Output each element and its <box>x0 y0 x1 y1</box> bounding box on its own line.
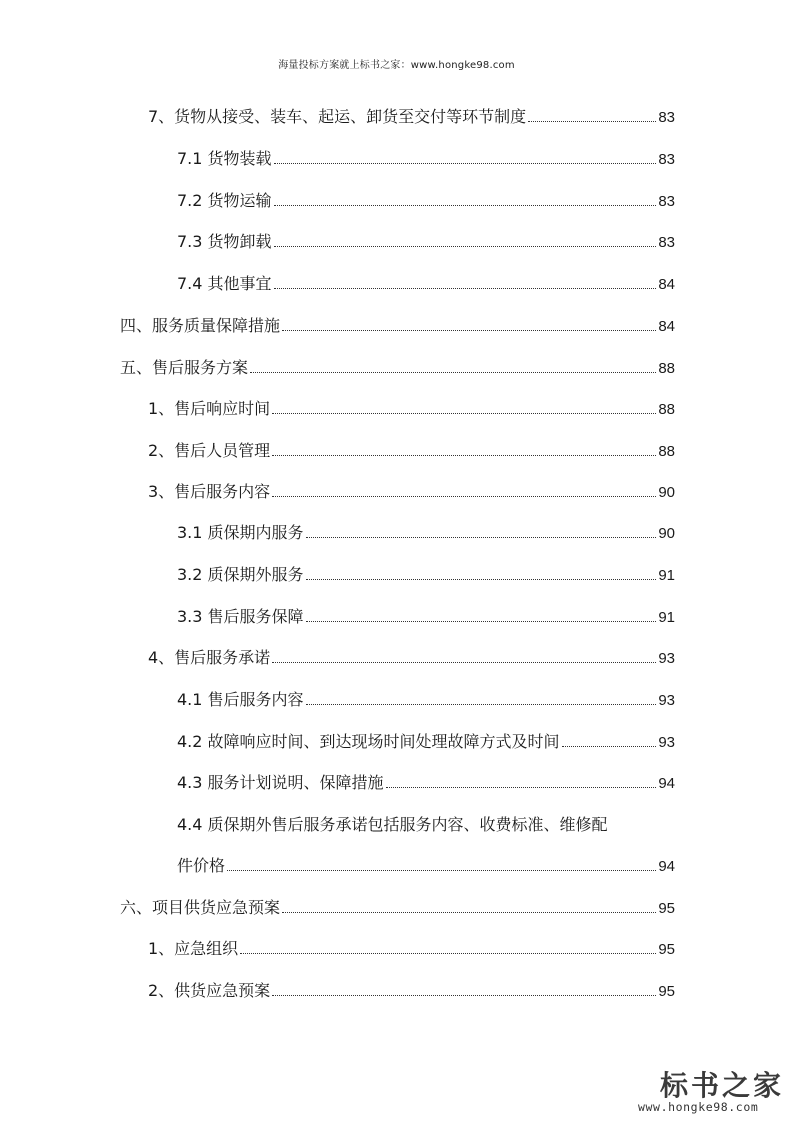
toc-entry-7-3[interactable] <box>177 232 675 252</box>
dot-leader <box>562 745 657 747</box>
toc-entry-7-4[interactable] <box>177 274 675 294</box>
dot-leader <box>306 536 657 538</box>
page-header: 海量投标方案就上标书之家：www.hongke98.com <box>278 60 515 71</box>
toc-page-number: 94 <box>658 775 675 792</box>
toc-page-number: 88 <box>658 401 675 418</box>
logo-url: www.hongke98.com <box>638 1100 759 1114</box>
toc-page-number: 90 <box>658 484 675 501</box>
dot-leader <box>274 287 657 289</box>
dot-leader <box>528 120 656 122</box>
toc-entry-label: 7、货物从接受、装车、起运、卸货至交付等环节制度 <box>148 107 527 126</box>
toc-entry-label: 四、服务质量保障措施 <box>120 316 281 335</box>
toc-entry-5-3[interactable] <box>148 482 675 502</box>
toc-page-number: 95 <box>658 983 675 1000</box>
toc-page-number: 83 <box>658 193 675 210</box>
toc-page-number: 93 <box>658 692 675 709</box>
dot-leader <box>240 952 656 954</box>
toc-entry-section-6[interactable] <box>120 898 675 918</box>
toc-entry-label: 7.4 其他事宜 <box>177 274 272 293</box>
toc-entry-label: 五、售后服务方案 <box>120 358 249 377</box>
toc-page-number: 88 <box>658 443 675 460</box>
toc-entry-5-4-1[interactable] <box>177 690 675 710</box>
toc-entry-label: 4.1 售后服务内容 <box>177 690 304 709</box>
toc-entry-5-1[interactable] <box>148 399 675 419</box>
toc-entry-label: 1、售后响应时间 <box>148 399 271 418</box>
dot-leader <box>272 412 656 414</box>
toc-entry-label: 7.1 货物装载 <box>177 149 272 168</box>
dot-leader <box>274 245 657 247</box>
toc-entry-label: 3、售后服务内容 <box>148 482 271 501</box>
toc-entry-label: 六、项目供货应急预案 <box>120 898 281 917</box>
toc-entry-5-3-2[interactable] <box>177 565 675 585</box>
toc-page-number: 93 <box>658 650 675 667</box>
toc-entry-6-1[interactable] <box>148 939 675 959</box>
toc-entry-5-4-2[interactable] <box>177 732 675 752</box>
dot-leader <box>306 620 657 622</box>
toc-entry-5-4-4[interactable] <box>177 856 675 876</box>
toc-entry-5-4[interactable] <box>148 648 675 668</box>
toc-entry-label: 4.3 服务计划说明、保障措施 <box>177 773 384 792</box>
dot-leader <box>272 994 656 996</box>
toc-entry-5-3-3[interactable] <box>177 607 675 627</box>
toc-entry-label: 2、售后人员管理 <box>148 441 271 460</box>
toc-page-number: 83 <box>658 109 675 126</box>
dot-leader <box>272 454 656 456</box>
toc-entry-label: 3.3 售后服务保障 <box>177 607 304 626</box>
dot-leader <box>282 329 656 331</box>
toc-page-number: 84 <box>658 276 675 293</box>
dot-leader <box>272 661 656 663</box>
toc-entry-label: 3.1 质保期内服务 <box>177 523 304 542</box>
toc-entry-7-1[interactable] <box>177 149 675 169</box>
dot-leader <box>306 578 657 580</box>
toc-entry-5-4-4-line1[interactable]: 4.4 质保期外售后服务承诺包括服务内容、收费标准、维修配 <box>177 815 608 834</box>
toc-page-number: 91 <box>658 567 675 584</box>
dot-leader <box>250 371 656 373</box>
toc-page-number: 84 <box>658 318 675 335</box>
toc-entry-label: 件价格 <box>177 856 226 875</box>
toc-page-number: 83 <box>658 151 675 168</box>
logo-title: 标书之家 <box>660 1069 785 1102</box>
toc-page-number: 95 <box>658 941 675 958</box>
toc-entry-7-2[interactable] <box>177 191 675 211</box>
dot-leader <box>386 786 657 788</box>
dot-leader <box>306 703 657 705</box>
dot-leader <box>227 869 656 871</box>
toc-entry-label: 4、售后服务承诺 <box>148 648 271 667</box>
toc-page-number: 88 <box>658 360 675 377</box>
toc-page-number: 93 <box>658 734 675 751</box>
toc-entry-6-2[interactable] <box>148 981 675 1001</box>
toc-page-number: 83 <box>658 234 675 251</box>
dot-leader <box>274 162 657 164</box>
toc-entry-7[interactable] <box>148 107 675 127</box>
toc-page-number: 91 <box>658 609 675 626</box>
toc-entry-label: 1、应急组织 <box>148 939 239 958</box>
toc-entry-label: 2、供货应急预案 <box>148 981 271 1000</box>
dot-leader <box>272 495 656 497</box>
toc-entry-section-5[interactable] <box>120 358 675 378</box>
toc-entry-5-3-1[interactable] <box>177 523 675 543</box>
dot-leader <box>282 911 656 913</box>
toc-entry-label: 7.2 货物运输 <box>177 191 272 210</box>
toc-entry-section-4[interactable] <box>120 316 675 336</box>
toc-page-number: 94 <box>658 858 675 875</box>
brand-logo <box>630 1058 790 1118</box>
toc-entry-label: 4.2 故障响应时间、到达现场时间处理故障方式及时间 <box>177 732 560 751</box>
toc-entry-5-4-3[interactable] <box>177 773 675 793</box>
toc-page-number: 90 <box>658 525 675 542</box>
toc-entry-label: 3.2 质保期外服务 <box>177 565 304 584</box>
toc-page-number: 95 <box>658 900 675 917</box>
toc-entry-label: 7.3 货物卸载 <box>177 232 272 251</box>
toc-entry-5-2[interactable] <box>148 441 675 461</box>
dot-leader <box>274 204 657 206</box>
